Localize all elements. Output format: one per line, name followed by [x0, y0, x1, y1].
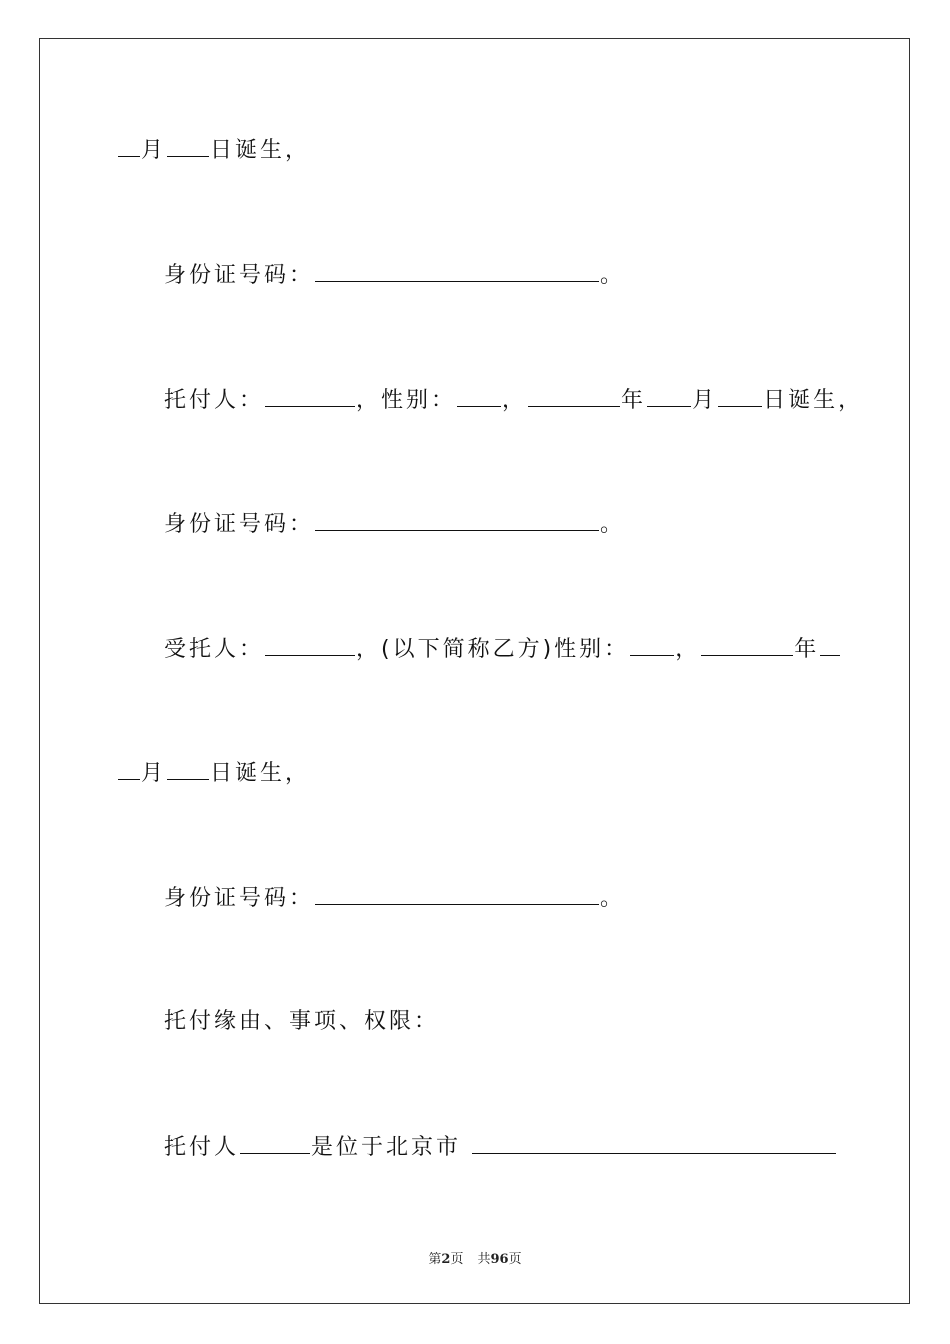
total-suffix: 页: [508, 1252, 522, 1267]
blank-month: [647, 384, 691, 407]
total-prefix: 共: [477, 1252, 491, 1267]
blank-day: [167, 134, 209, 157]
blank-day: [718, 384, 762, 407]
doc-line-9: [164, 1131, 837, 1163]
blank-year: [701, 633, 793, 656]
blank-year: [528, 384, 620, 407]
id-label: 身份证号码：: [164, 263, 315, 288]
page-number: 2: [441, 1252, 451, 1267]
agent-gender-label: ，(以下简称乙方)性别：: [356, 637, 630, 662]
period: 。: [600, 263, 626, 288]
blank-principal: [240, 1131, 310, 1154]
blank-gender: [457, 384, 501, 407]
text-birth: 日诞生，: [763, 388, 864, 413]
blank-day: [167, 757, 209, 780]
text-birth: 日诞生，: [210, 138, 311, 163]
id-label: 身份证号码：: [164, 886, 315, 911]
location-text: 是位于北京市: [311, 1135, 472, 1160]
comma: ，: [502, 388, 528, 413]
blank-agent-name: [265, 633, 355, 656]
blank-id-number: [315, 882, 599, 905]
blank-principal-name: [265, 384, 355, 407]
gender-label: ，性别：: [356, 388, 457, 413]
total-pages: 96: [490, 1252, 509, 1267]
text-nian: 年: [794, 637, 820, 662]
page-prefix: 第: [428, 1252, 442, 1267]
blank-id-number: [315, 508, 599, 531]
period: 。: [600, 512, 626, 537]
period: 。: [600, 886, 626, 911]
text-birth: 日诞生，: [210, 761, 311, 786]
doc-line-6: [117, 757, 310, 789]
text-yue: 月: [692, 388, 718, 413]
text-yue: 月: [141, 761, 167, 786]
blank-month: [118, 757, 140, 780]
doc-line-8: [164, 1007, 439, 1037]
text-yue: 月: [141, 138, 167, 163]
principal-label: 托付人: [164, 1135, 240, 1160]
section-heading: 托付缘由、事项、权限：: [164, 1009, 440, 1034]
doc-line-7: [164, 882, 625, 914]
blank-month: [118, 134, 140, 157]
blank-month-start: [820, 633, 840, 656]
principal-label: 托付人：: [164, 388, 265, 413]
doc-line-2: [164, 259, 625, 291]
blank-gender: [630, 633, 674, 656]
doc-line-5: [164, 633, 841, 665]
doc-line-3: [164, 384, 863, 416]
blank-address: [472, 1131, 836, 1154]
blank-id-number: [315, 259, 599, 282]
agent-label: 受托人：: [164, 637, 265, 662]
doc-line-1: [117, 134, 310, 166]
id-label: 身份证号码：: [164, 512, 315, 537]
page-suffix: 页: [450, 1252, 464, 1267]
text-nian: 年: [621, 388, 647, 413]
page-frame: [39, 38, 910, 1304]
page-footer: [0, 1248, 950, 1267]
doc-line-4: [164, 508, 625, 540]
comma: ，: [675, 637, 701, 662]
